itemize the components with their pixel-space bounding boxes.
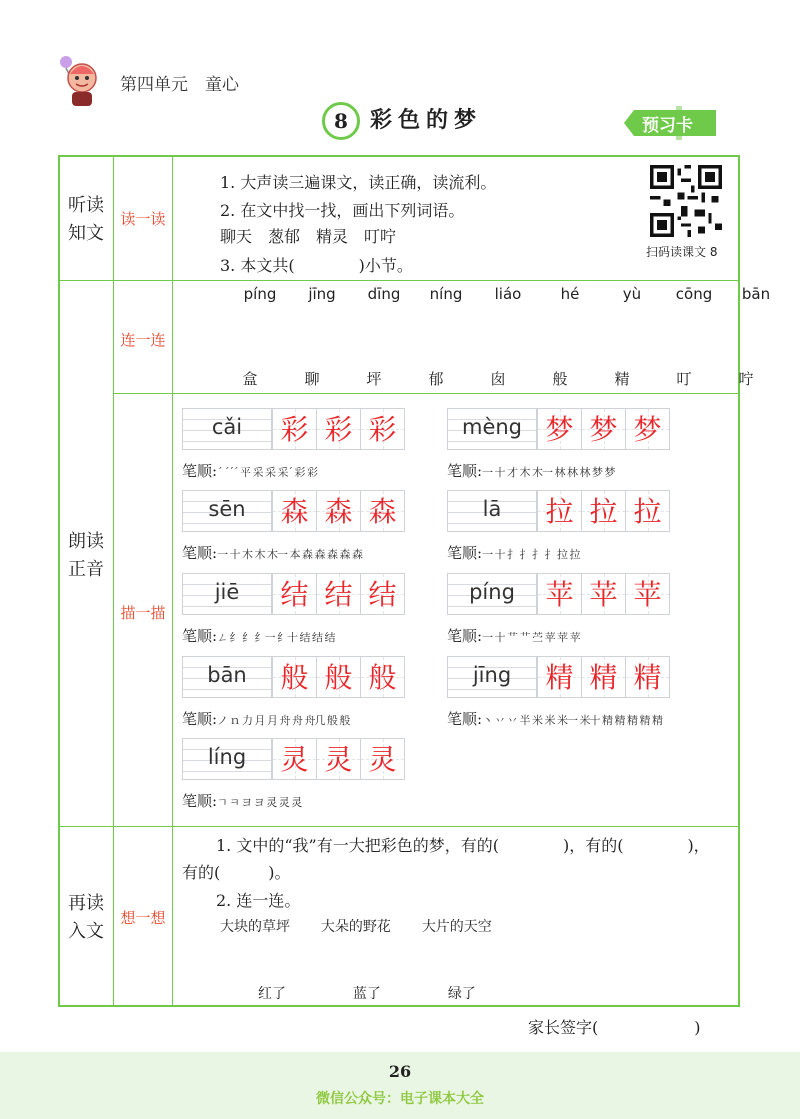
tracing-char: 灵 — [368, 743, 397, 776]
section3-activity: 想一想 — [120, 909, 166, 927]
section2-activity1: 连一连 — [120, 331, 166, 349]
pinyin-label: líng — [207, 745, 247, 769]
qr-caption: 扫码读课文 8 — [646, 245, 718, 259]
tracing-char: 苹 — [545, 578, 574, 611]
tracing-cell[interactable] — [625, 490, 670, 532]
tracing-cell[interactable] — [272, 408, 317, 450]
tracing-char: 梦 — [545, 413, 574, 446]
tracing-cell[interactable] — [537, 573, 582, 615]
question-2: 2. 连一连。 — [216, 891, 301, 910]
tracing-char: 精 — [545, 661, 574, 694]
tag-label: 预习卡 — [642, 116, 693, 136]
tracing-char: 精 — [589, 661, 618, 694]
stroke-order-label: 笔顺: — [182, 710, 218, 728]
section3-title — [58, 890, 114, 946]
tracing-char: 彩 — [368, 413, 397, 446]
section1-title — [58, 192, 114, 248]
pinyin-row — [229, 285, 787, 303]
tracing-cell[interactable] — [316, 490, 361, 532]
tracing-cell[interactable] — [360, 738, 405, 780]
pinyin-item[interactable]: cōng — [675, 285, 713, 303]
tracing-char: 苹 — [589, 578, 618, 611]
stroke-order — [447, 460, 615, 481]
pinyin-box — [182, 738, 272, 780]
divider — [113, 393, 740, 394]
pinyin-item[interactable]: bān — [741, 285, 771, 303]
pinyin-item[interactable]: liáo — [494, 285, 522, 303]
pinyin-label: cǎi — [211, 415, 243, 439]
tracing-char: 拉 — [589, 495, 618, 528]
stroke-order — [447, 708, 662, 729]
tracing-cell[interactable] — [625, 573, 670, 615]
tracing-char: 灵 — [324, 743, 353, 776]
match-item[interactable]: 大朵的野花 — [320, 919, 391, 935]
tracing-char: 灵 — [280, 743, 309, 776]
tracing-char: 彩 — [280, 413, 309, 446]
tracing-cell[interactable] — [581, 656, 626, 698]
hanzi-item[interactable]: 坪 — [366, 370, 382, 388]
pinyin-box — [447, 656, 537, 698]
tracing-cell[interactable] — [272, 490, 317, 532]
tracing-cell[interactable] — [360, 656, 405, 698]
match-top-row — [220, 916, 492, 936]
stroke-sequence: 丶 丷 丷 半 米 米 米一 米十 精 精 精 精 精 — [482, 714, 663, 727]
pinyin-item[interactable]: níng — [429, 285, 463, 303]
section3-title-line1: 再读 — [68, 893, 104, 914]
match-item[interactable]: 红了 — [258, 986, 286, 1002]
tracing-char: 梦 — [633, 413, 662, 446]
section3-title-line2: 入文 — [68, 921, 104, 942]
stroke-sequence: 一 十 扌 扌 扌 扌 拉 拉 — [482, 548, 580, 561]
stroke-sequence: ノ ｎ 力 月 月 舟 舟 舟几 般 般 — [217, 714, 350, 727]
section1-activity: 读一读 — [120, 210, 166, 228]
pinyin-box — [447, 573, 537, 615]
wechat-notice: 微信公众号：电子课本大全 — [316, 1091, 484, 1107]
section1-title-line2: 知文 — [68, 223, 104, 244]
match-item[interactable]: 绿了 — [447, 986, 476, 1002]
pinyin-item[interactable]: hé — [560, 285, 580, 303]
word-list: 聊天 葱郁 精灵 叮咛 — [220, 227, 397, 246]
pinyin-item[interactable]: píng — [243, 285, 277, 303]
tian-grid — [538, 408, 670, 450]
stroke-sequence: ㄥ 纟 纟 纟一 纟十 结 结 结 — [217, 631, 335, 644]
stroke-sequence: 一 十 艹 艹 苎 苹 苹 苹 — [482, 631, 580, 644]
section2-activity2: 描一描 — [120, 604, 166, 622]
stroke-order-label: 笔顺: — [182, 462, 218, 480]
pinyin-label: sēn — [208, 497, 246, 521]
pinyin-label: mèng — [461, 415, 523, 439]
tian-grid — [273, 490, 405, 532]
stroke-sequence: 一 十 才 木 木一 林 林 林 梦 梦 — [482, 466, 615, 479]
stroke-sequence: ˊ ˊˊˊ 平 采 采 采ˊ 彩 彩 — [217, 466, 318, 479]
lesson-title: 彩色的梦 — [370, 107, 483, 133]
unit-title: 第四单元 童心 — [120, 75, 239, 95]
tracing-char: 结 — [280, 578, 309, 611]
tracing-char: 拉 — [545, 495, 574, 528]
tracing-cell[interactable] — [316, 573, 361, 615]
hanzi-item[interactable]: 叮 — [676, 370, 692, 388]
stroke-order-label: 笔顺: — [447, 710, 483, 728]
qr-code-icon[interactable] — [650, 165, 722, 237]
stroke-order — [447, 542, 580, 563]
hanzi-item[interactable]: 咛 — [738, 370, 754, 388]
hanzi-item[interactable]: 盒 — [242, 370, 258, 388]
hanzi-item[interactable]: 郁 — [428, 370, 444, 388]
tracing-cell[interactable] — [625, 408, 670, 450]
tracing-char: 彩 — [324, 413, 353, 446]
pinyin-box — [447, 490, 537, 532]
tracing-cell[interactable] — [360, 573, 405, 615]
tracing-cell[interactable] — [272, 656, 317, 698]
hanzi-row — [219, 368, 777, 389]
hanzi-item[interactable]: 囱 — [490, 370, 506, 388]
pinyin-label: píng — [469, 580, 515, 604]
pinyin-label: jīng — [472, 663, 512, 687]
pinyin-label: bān — [207, 663, 247, 687]
pinyin-item[interactable]: dīng — [367, 285, 401, 303]
tracing-cell[interactable] — [360, 490, 405, 532]
section2-title-line2: 正音 — [68, 559, 104, 580]
instruction-1: 1. 大声读三遍课文，读正确，读流利。 — [220, 173, 497, 192]
pinyin-item[interactable]: yù — [622, 285, 642, 303]
parent-signature[interactable]: 家长签字( ) — [528, 1018, 701, 1037]
tracing-char: 森 — [280, 495, 309, 528]
pinyin-box — [182, 408, 272, 450]
stroke-order-label: 笔顺: — [447, 544, 483, 562]
tracing-cell[interactable] — [537, 408, 582, 450]
match-bottom-row — [258, 983, 476, 1003]
tracing-char: 般 — [324, 661, 353, 694]
tracing-char: 森 — [368, 495, 397, 528]
tracing-cell[interactable] — [625, 656, 670, 698]
tracing-cell[interactable] — [272, 738, 317, 780]
stroke-order — [182, 708, 350, 729]
tracing-cell[interactable] — [316, 656, 361, 698]
stroke-order — [182, 790, 301, 811]
tracing-cell[interactable] — [581, 573, 626, 615]
tracing-cell[interactable] — [581, 408, 626, 450]
stroke-sequence: ㄱ ㅋ ヨ ヨ 灵 灵 灵 — [217, 796, 302, 809]
pinyin-label: jiē — [214, 580, 240, 604]
tracing-cell[interactable] — [537, 490, 582, 532]
tracing-char: 梦 — [589, 413, 618, 446]
stroke-order-label: 笔顺: — [182, 627, 218, 645]
stroke-order — [447, 625, 580, 646]
preview-card-tag — [624, 106, 724, 140]
match-item[interactable]: 大块的草坪 — [220, 919, 290, 935]
stroke-sequence: 一 十 木 木 木一 本 森 森 森 森 森 — [217, 548, 363, 561]
tracing-cell[interactable] — [316, 738, 361, 780]
stroke-order-label: 笔顺: — [447, 462, 483, 480]
pinyin-item[interactable]: jīng — [308, 285, 336, 303]
stroke-order — [182, 460, 317, 481]
tian-grid — [273, 408, 405, 450]
stroke-order — [182, 625, 335, 646]
tracing-cell[interactable] — [360, 408, 405, 450]
stroke-order-label: 笔顺: — [182, 792, 218, 810]
pinyin-box — [182, 656, 272, 698]
instruction-3: 3. 本文共( )小节。 — [220, 256, 413, 275]
pinyin-box — [182, 573, 272, 615]
pinyin-box — [447, 408, 537, 450]
stroke-order-label: 笔顺: — [447, 627, 483, 645]
pinyin-box — [182, 490, 272, 532]
divider — [172, 155, 173, 1007]
match-item[interactable]: 大片的天空 — [421, 919, 492, 935]
tracing-char: 精 — [633, 661, 662, 694]
stroke-order — [182, 542, 362, 563]
question-1-continued: 有的( )。 — [182, 863, 291, 882]
tian-grid — [273, 573, 405, 615]
tracing-char: 苹 — [633, 578, 662, 611]
tracing-char: 拉 — [633, 495, 662, 528]
tracing-cell[interactable] — [581, 490, 626, 532]
divider — [58, 280, 740, 281]
match-item[interactable]: 蓝了 — [352, 986, 381, 1002]
page-number: 26 — [388, 1062, 412, 1081]
tian-grid — [273, 738, 405, 780]
tracing-cell[interactable] — [272, 573, 317, 615]
tian-grid — [538, 573, 670, 615]
hanzi-item[interactable]: 聊 — [304, 370, 320, 388]
tian-grid — [538, 656, 670, 698]
tracing-char: 般 — [280, 661, 309, 694]
divider — [58, 826, 740, 827]
tracing-char: 结 — [368, 578, 397, 611]
tian-grid — [538, 490, 670, 532]
lesson-number: 8 — [322, 102, 360, 140]
stroke-order-label: 笔顺: — [182, 544, 218, 562]
tracing-char: 结 — [324, 578, 353, 611]
tracing-cell[interactable] — [316, 408, 361, 450]
hanzi-item[interactable]: 精 — [614, 370, 630, 388]
section2-title — [58, 528, 114, 584]
pinyin-label: lā — [482, 497, 502, 521]
tracing-char: 森 — [324, 495, 353, 528]
section2-title-line1: 朗读 — [68, 531, 104, 552]
instruction-2: 2. 在文中找一找，画出下列词语。 — [220, 201, 465, 220]
hanzi-item[interactable]: 般 — [552, 370, 568, 388]
tracing-cell[interactable] — [537, 656, 582, 698]
section1-title-line1: 听读 — [68, 195, 104, 216]
question-1: 1. 文中的“我”有一大把彩色的梦，有的( )，有的( )， — [216, 836, 710, 855]
tracing-char: 般 — [368, 661, 397, 694]
mascot-icon — [54, 52, 104, 108]
tian-grid — [273, 656, 405, 698]
